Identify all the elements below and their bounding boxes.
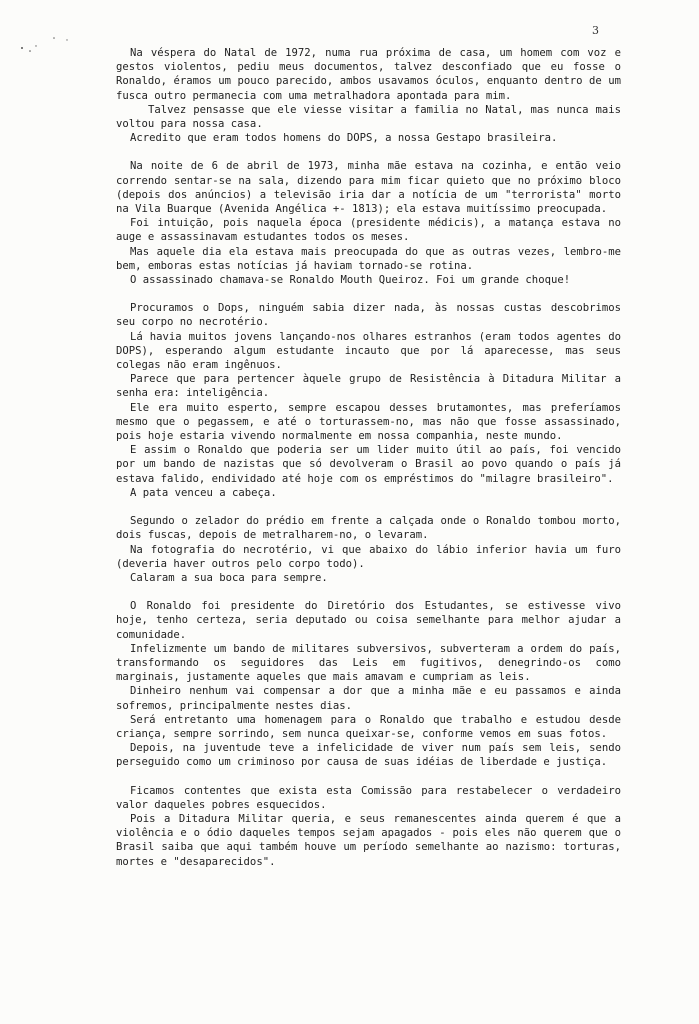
paragraph: Mas aquele dia ela estava mais preocupada do que as outras vezes, lembro-me bem, emboras estas notícias já haviam tornado-se rotina.	[116, 245, 621, 272]
paragraph: Infelizmente um bando de militares subversivos, subverteram a ordem do país, transformando os seguidores das Leis em fugitivos, denegrindo-os como marginais, justamente aqueles que mais amavam e cumpriam as leis.	[116, 642, 621, 684]
paragraph: O assassinado chamava-se Ronaldo Mouth Queiroz. Foi um grande choque!	[130, 274, 571, 287]
paragraph: Calaram a sua boca para sempre.	[130, 571, 328, 584]
paragraph: Acredito que eram todos homens do DOPS, a nossa Gestapo brasileira.	[130, 132, 558, 145]
paragraph: Na fotografia do necrotério, vi que abaixo do lábio inferior havia um furo (deveria haver outros pelo corpo todo).	[116, 543, 621, 570]
paragraph: Dinheiro nenhum vai compensar a dor que a minha mãe e eu passamos e ainda sofremos, principalmente nestes dias.	[116, 685, 621, 712]
paragraph: Depois, na juventude teve a infelicidade de viver num país sem leis, sendo perseguido como um criminoso por causa de suas idéias de liberdade e justiça.	[116, 742, 621, 769]
paragraph: Parece que para pertencer àquele grupo de Resistência à Ditadura Militar a senha era: inteligência.	[116, 373, 621, 400]
page-number: 3	[592, 24, 599, 37]
paragraph: Procuramos o Dops, ninguém sabia dizer nada, às nossas custas descobrimos seu corpo no necrotério.	[116, 302, 621, 329]
paragraph: Na noite de 6 de abril de 1973, minha mãe estava na cozinha, e então veio correndo sentar-se na sala, dizendo para mim ficar quieto que no próximo bloco (depois dos anúncios) a televisão iria dar a notícia de um "terrorista" morto na Vila Buarque (Avenida Angélica +- 1813); ela estava muitíssimo preocupada.	[116, 160, 621, 216]
paragraph: Ficamos contentes que exista esta Comissão para restabelecer o verdadeiro valor daqueles pobres esquecidos.	[116, 784, 621, 811]
paragraph: Pois a Ditadura Militar queria, e seus remanescentes ainda querem é que a violência e o ódio daqueles tempos sejam apagados - pois eles não querem que o Brasil saiba que aqui também houve um período semelhante ao nazismo: torturas, mortes e "desaparecidos".	[116, 812, 621, 868]
paragraph: Na véspera do Natal de 1972, numa rua próxima de casa, um homem com voz e gestos violentos, pediu meus documentos, talvez desconfiado que eu fosse o Ronaldo, éramos um pouco parecido, ambos usavamos óculos, enquanto dentro de um fusca outro permanecia com uma metralhadora apontada para mim.	[116, 47, 621, 102]
scan-specks	[18, 34, 78, 64]
paragraph: Foi intuição, pois naquela época (presidente médicis), a matança estava no auge e assassinavam estudantes todos os meses.	[116, 217, 621, 244]
paragraph: Talvez pensasse que ele viesse visitar a familia no Natal, mas nunca mais voltou para nossa casa.	[116, 103, 621, 131]
paragraph: Lá havia muitos jovens lançando-nos olhares estranhos (eram todos agentes do DOPS), esperando algum estudante incauto que por lá aparecesse, mas seus colegas não eram ingênuos.	[116, 330, 621, 372]
paragraph: Será entretanto uma homenagem para o Ronaldo que trabalho e estudou desde criança, sempre sorrindo, sem nunca queixar-se, conforme vemos em suas fotos.	[116, 713, 621, 740]
paragraph: O Ronaldo foi presidente do Diretório dos Estudantes, se estivesse vivo hoje, tenho certeza, seria deputado ou coisa semelhante para melhor ajudar a comunidade.	[116, 600, 621, 641]
letter-body	[116, 46, 621, 869]
paragraph: Segundo o zelador do prédio em frente a calçada onde o Ronaldo tombou morto, dois fuscas, depois de metralharem-no, o levaram.	[116, 515, 621, 542]
paragraph: A pata venceu a cabeça.	[130, 486, 277, 499]
paragraph: E assim o Ronaldo que poderia ser um lider muito útil ao país, foi vencido por um bando de nazistas que só devolveram o Brasil ao povo quando o país já estava falido, endividado até hoje com os empréstimos do "milagre brasileiro".	[116, 444, 621, 485]
paragraph: Ele era muito esperto, sempre escapou desses brutamontes, mas preferíamos mesmo que o pegassem, e até o torturassem-no, mas não que fosse assassinado, pois hoje estaria vivendo normalmente em nossa companhia, neste mundo.	[116, 401, 621, 443]
